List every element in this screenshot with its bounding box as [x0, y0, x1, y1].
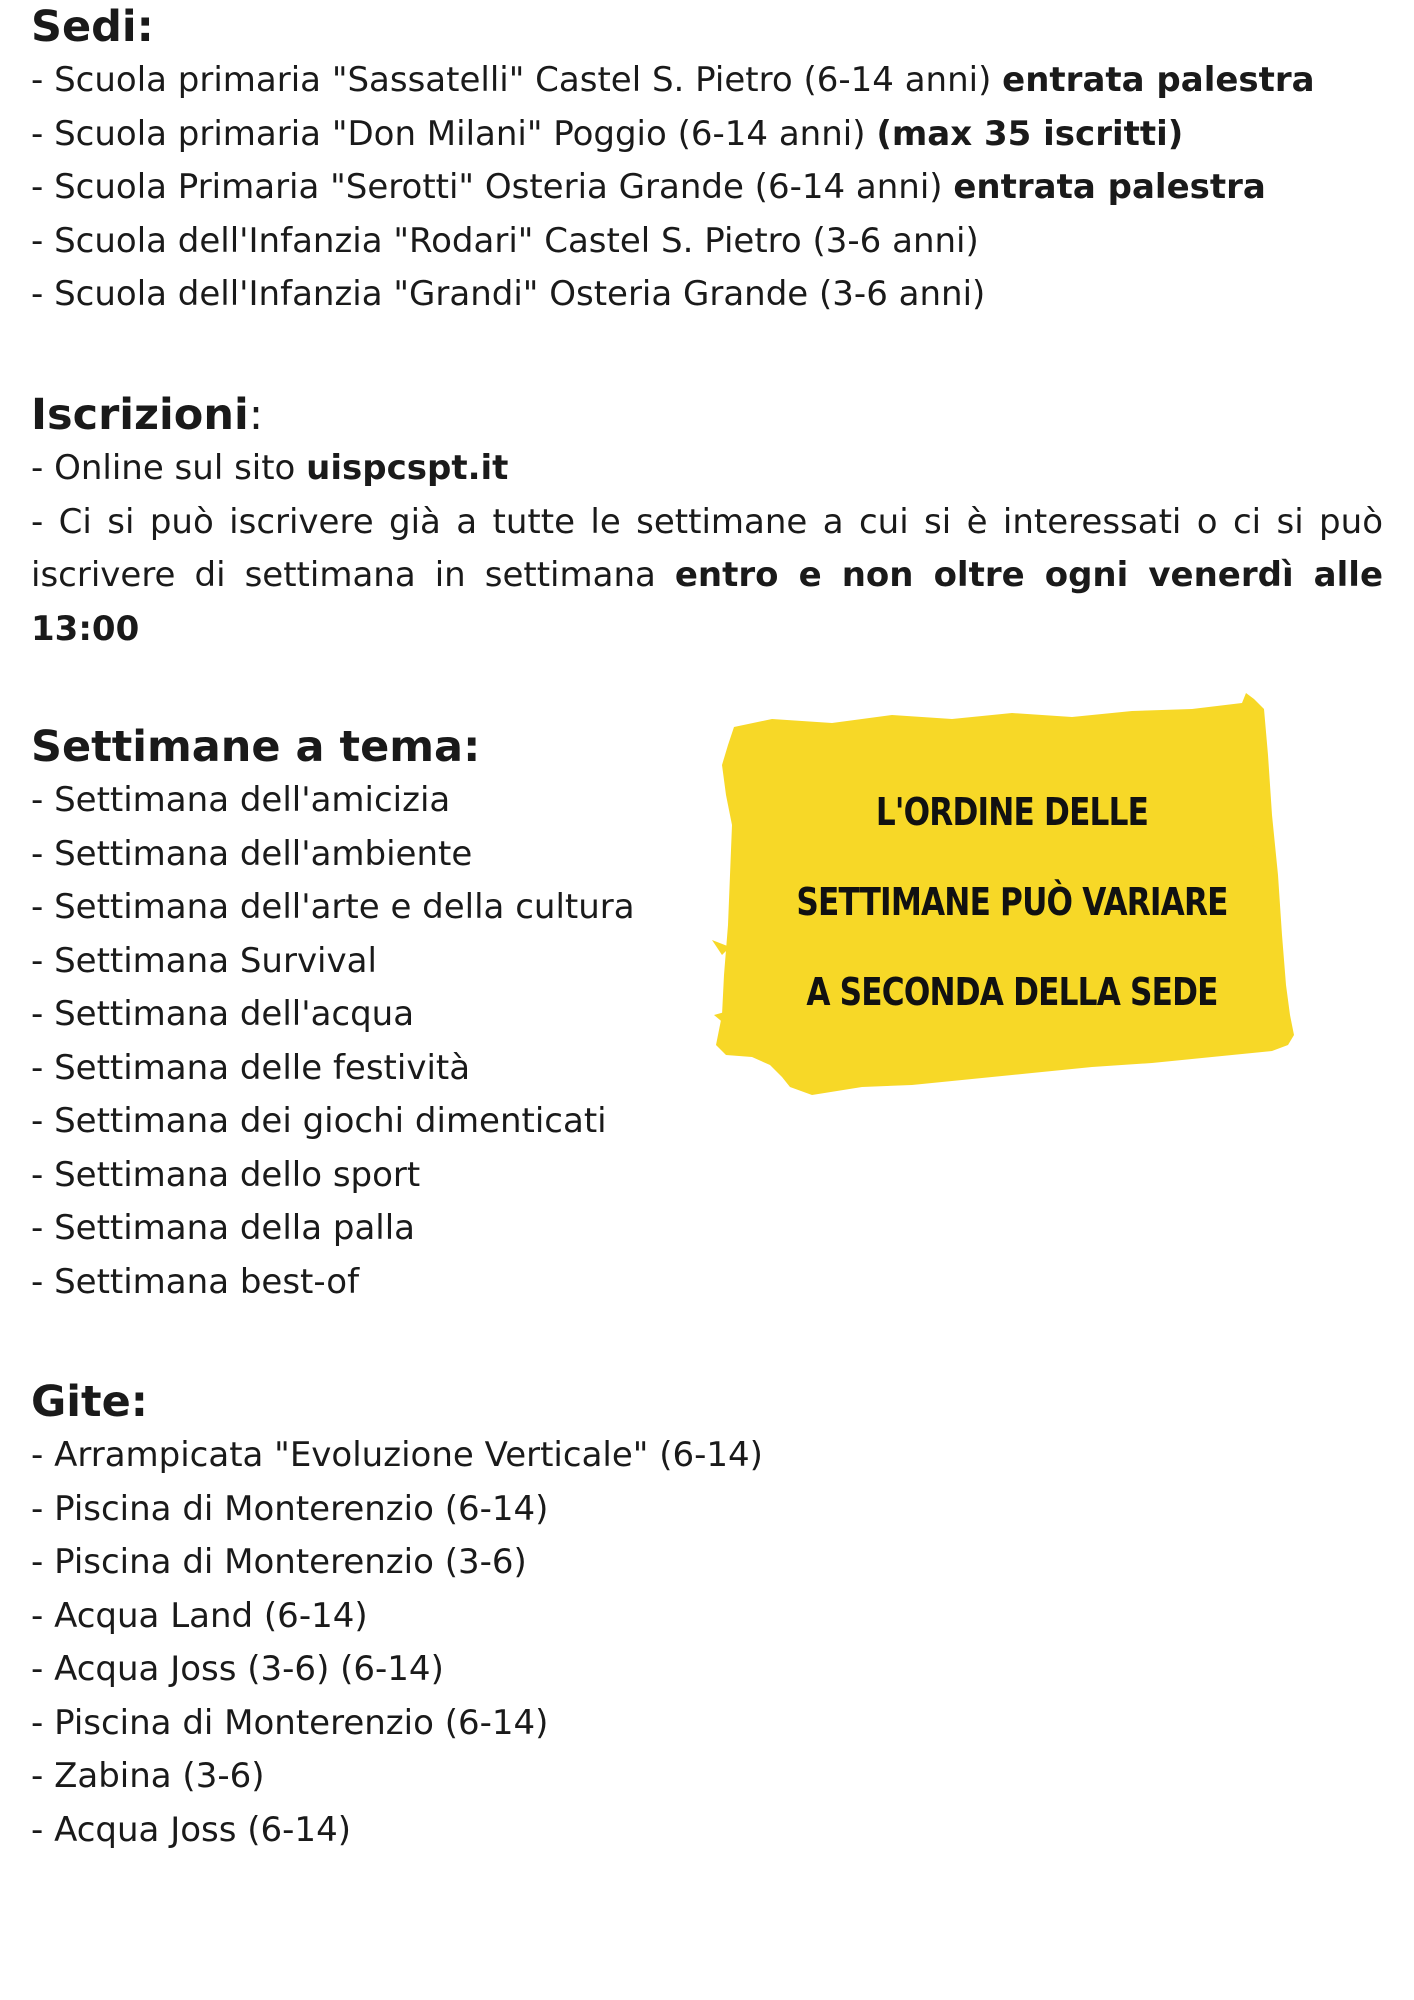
iscrizioni-paragraph: - Ci si può iscrivere già a tutte le settimane a cui si è interessati o ci si può iscrivere di settimana in settimana entro e non oltre ogni venerdì alle 13:00	[31, 501, 1383, 649]
sedi-item: - Scuola Primaria "Serotti" Osteria Grande (6-14 anni) entrata palestra	[31, 167, 1266, 207]
gita-item: - Acqua Land (6-14)	[31, 1595, 368, 1636]
settimana-item: - Settimana della palla	[31, 1208, 416, 1248]
sedi-item: - Scuola primaria "Don Milani" Poggio (6-14 anni) (max 35 iscritti)	[31, 113, 1184, 154]
sedi-item: - Scuola dell'Infanzia "Grandi" Osteria Grande (3-6 anni)	[31, 274, 986, 314]
settimane-heading: Settimane a tema:	[31, 722, 481, 772]
settimana-item: - Settimana delle festività	[31, 1047, 471, 1088]
sedi-item: - Scuola dell'Infanzia "Rodari" Castel S. Pietro (3-6 anni)	[31, 220, 979, 261]
settimana-item: - Settimana best-of	[31, 1261, 360, 1302]
gita-item: - Arrampicata "Evoluzione Verticale" (6-14)	[31, 1435, 763, 1475]
note-line: A SECONDA DELLA SEDE	[806, 970, 1218, 1014]
gita-item: - Piscina di Monterenzio (6-14)	[31, 1488, 549, 1529]
note-line: SETTIMANE PUÒ VARIARE	[796, 880, 1228, 924]
gita-item: - Acqua Joss (3-6) (6-14)	[31, 1649, 444, 1689]
settimane-section	[31, 720, 635, 1309]
iscrizioni-online: - Online sul sito uispcspt.it	[31, 448, 509, 488]
gita-item: - Piscina di Monterenzio (3-6)	[31, 1542, 527, 1582]
iscrizioni-section	[31, 388, 1383, 656]
sedi-item: - Scuola primaria "Sassatelli" Castel S. Pietro (6-14 anni) entrata palestra	[31, 60, 1315, 100]
gita-item: - Acqua Joss (6-14)	[31, 1809, 351, 1850]
note-line: L'ORDINE DELLE	[875, 790, 1149, 834]
note-text	[766, 767, 1258, 1037]
gite-section	[31, 1375, 763, 1857]
sedi-heading: Sedi:	[31, 2, 154, 52]
sedi-section	[31, 0, 1315, 322]
settimana-item: - Settimana dell'arte e della cultura	[31, 887, 635, 927]
settimana-item: - Settimana dell'ambiente	[31, 833, 473, 874]
order-note	[712, 685, 1312, 1135]
gita-item: - Zabina (3-6)	[31, 1756, 265, 1796]
iscrizioni-heading: Iscrizioni:	[31, 390, 264, 440]
site-link: uispcspt.it	[306, 448, 509, 488]
gite-heading: Gite:	[31, 1377, 148, 1427]
settimana-item: - Settimana dei giochi dimenticati	[31, 1101, 607, 1141]
settimana-item: - Settimana dell'amicizia	[31, 780, 451, 820]
settimana-item: - Settimana dell'acqua	[31, 994, 415, 1034]
settimana-item: - Settimana dello sport	[31, 1154, 421, 1195]
settimana-item: - Settimana Survival	[31, 940, 377, 981]
gita-item: - Piscina di Monterenzio (6-14)	[31, 1702, 549, 1743]
